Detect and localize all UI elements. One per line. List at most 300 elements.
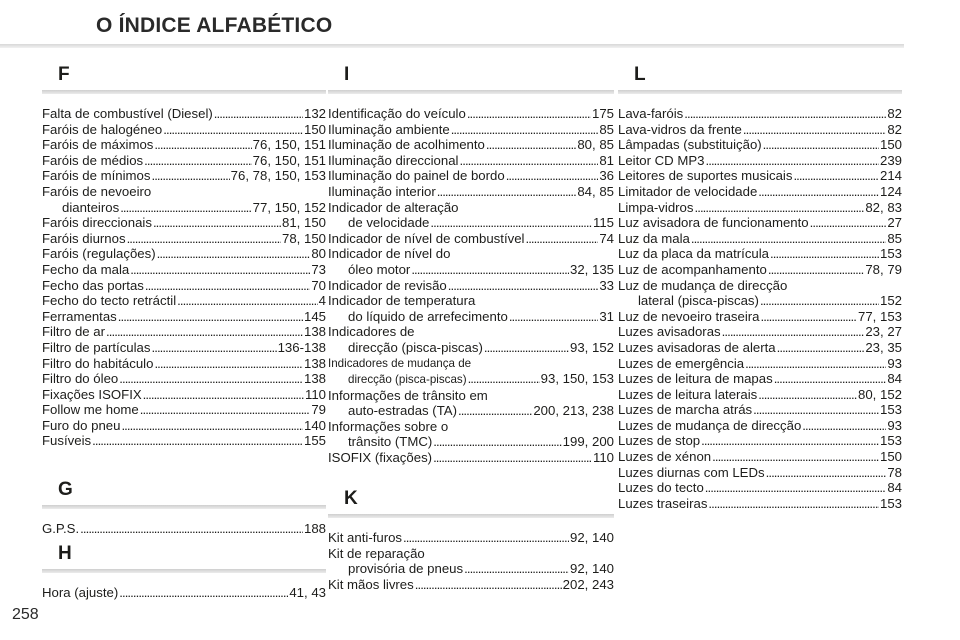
index-entry: [42, 106, 326, 122]
entry-line: [328, 293, 614, 309]
dot-leader: [486, 137, 576, 153]
entry-line: [328, 309, 614, 325]
entry-pages: 138: [303, 355, 326, 371]
section-letter: L: [634, 64, 646, 85]
dot-leader: [743, 122, 886, 138]
index-section-h: [42, 541, 326, 601]
entry-line: [42, 246, 326, 262]
entry-term: Filtro de partículas: [42, 339, 151, 355]
index-entry: [328, 168, 614, 184]
entry-term: Luzes avisadoras: [618, 324, 721, 340]
section-letter: F: [58, 64, 70, 85]
entry-line: [618, 278, 902, 294]
dot-leader: [768, 262, 864, 278]
entry-line: [328, 403, 614, 419]
entry-term: Indicador de nível do: [328, 246, 451, 262]
dot-leader: [763, 137, 879, 153]
dot-leader: [214, 106, 303, 122]
entry-pages: 110: [592, 450, 614, 466]
entry-line: [42, 168, 326, 184]
section-divider: [42, 90, 326, 94]
entry-line: [618, 309, 902, 325]
dot-leader: [467, 106, 591, 122]
entry-term: Faróis de mínimos: [42, 168, 151, 184]
dot-leader: [766, 465, 887, 481]
entry-pages: 84: [887, 480, 902, 496]
entry-line: [42, 106, 326, 122]
index-entry: [328, 419, 614, 450]
entry-term: Limpa-vidros: [618, 199, 694, 215]
entry-pages: 81: [599, 152, 614, 168]
dot-leader: [430, 215, 592, 231]
index-entry: [42, 340, 326, 356]
entry-line: [42, 418, 326, 434]
entry-term: Indicador de nível de combustível: [328, 230, 525, 246]
entry-term: Iluminação ambiente: [328, 121, 450, 137]
entry-pages: 76, 150, 151: [252, 137, 326, 153]
entry-line: [618, 496, 902, 512]
dot-leader: [177, 293, 318, 309]
dot-leader: [509, 309, 599, 325]
entry-pages: 150: [879, 137, 902, 153]
entry-line: [328, 434, 614, 450]
index-entry: [618, 184, 902, 200]
entry-pages: 153: [879, 495, 902, 511]
index-entry: [42, 262, 326, 278]
dot-leader: [753, 402, 879, 418]
entry-term: Informações sobre o: [328, 418, 449, 434]
entry-term: Luzes traseiras: [618, 495, 708, 511]
entry-term: Lâmpadas (substituição): [618, 137, 762, 153]
entry-pages: 74: [599, 230, 614, 246]
index-entry: [618, 324, 902, 340]
entry-line: [42, 340, 326, 356]
entry-term: Luzes diurnas com LEDs: [618, 464, 765, 480]
index-entry: [328, 200, 614, 231]
entry-pages: 31: [599, 308, 614, 324]
entry-line: [42, 521, 326, 537]
dot-leader: [106, 324, 303, 340]
index-entry: [618, 200, 902, 216]
entry-pages: 136-138: [277, 339, 326, 355]
dot-leader: [433, 450, 592, 466]
index-entry: [328, 293, 614, 324]
page-title: O ÍNDICE ALFABÉTICO: [96, 14, 333, 37]
entry-pages: 70: [311, 277, 326, 293]
entry-term: Indicador de alteração: [328, 199, 459, 215]
entry-term: Luzes do tecto: [618, 480, 704, 496]
entry-line: [328, 122, 614, 138]
entry-line: [618, 433, 902, 449]
dot-leader: [437, 184, 577, 200]
entry-line: [328, 137, 614, 153]
entry-pages: 93: [887, 355, 902, 371]
entry-term: Indicador de temperatura: [328, 293, 476, 309]
entry-pages: 82, 83: [865, 199, 902, 215]
entry-line: [328, 246, 614, 262]
dot-leader: [153, 215, 281, 231]
entry-term: Identificação do veículo: [328, 106, 466, 121]
entry-term: Fecho das portas: [42, 277, 144, 293]
dot-leader: [506, 168, 599, 184]
entry-line: [618, 137, 902, 153]
entry-line: [42, 184, 326, 200]
entry-pages: 82: [887, 121, 902, 137]
entry-pages: 77, 150, 152: [252, 199, 326, 215]
dot-leader: [121, 418, 303, 434]
entry-line: [42, 402, 326, 418]
entry-pages: 140: [303, 417, 326, 433]
dot-leader: [92, 433, 303, 449]
entry-pages: 84: [887, 371, 902, 387]
dot-leader: [130, 262, 310, 278]
dot-leader: [415, 577, 562, 593]
index-entry: [42, 371, 326, 387]
index-entry: [42, 293, 326, 309]
entry-line: [618, 200, 902, 216]
index-entry: [42, 278, 326, 294]
entry-list: [42, 521, 326, 537]
entry-list: [42, 585, 326, 601]
dot-leader: [701, 433, 879, 449]
entry-line: [618, 371, 902, 387]
entry-pages: 23, 27: [865, 324, 902, 340]
entry-line: [328, 200, 614, 216]
dot-leader: [151, 168, 229, 184]
index-entry: [618, 449, 902, 465]
dot-leader: [433, 434, 561, 450]
index-entry: [42, 231, 326, 247]
entry-pages: 84, 85: [577, 183, 614, 199]
index-entry: [328, 231, 614, 247]
entry-pages: 76, 150, 151: [252, 152, 326, 168]
index-entry: [42, 356, 326, 372]
entry-subterm: trânsito (TMC): [348, 434, 433, 450]
entry-line: [618, 449, 902, 465]
entry-line: [328, 215, 614, 231]
section-divider: [328, 514, 614, 518]
dot-leader: [157, 246, 311, 262]
dot-leader: [774, 371, 887, 387]
index-entry: [328, 153, 614, 169]
entry-subterm: direcção (pisca-piscas): [348, 339, 483, 355]
index-entry: [328, 106, 614, 122]
entry-term: Luzes de xénon: [618, 449, 712, 465]
entry-line: [42, 324, 326, 340]
index-entry: [42, 585, 326, 601]
entry-pages: 76, 78, 150, 153: [230, 168, 326, 184]
entry-term: Iluminação direccional: [328, 152, 459, 168]
entry-term: Faróis diurnos: [42, 230, 126, 246]
entry-pages: 80, 85: [577, 137, 614, 153]
index-entry: [42, 433, 326, 449]
entry-term: Indicador de revisão: [328, 277, 447, 293]
entry-pages: 93, 152: [570, 339, 614, 355]
index-entry: [618, 371, 902, 387]
section-divider: [618, 90, 902, 94]
entry-term: Lava-vidros da frente: [618, 121, 742, 137]
entry-term: Indicadores de mudança de: [328, 356, 472, 370]
dot-leader: [745, 356, 886, 372]
entry-term: Furo do pneu: [42, 417, 121, 433]
entry-term: Luzes de marcha atrás: [618, 402, 753, 418]
entry-subterm: de velocidade: [348, 215, 430, 231]
entry-term: Faróis de halogéneo: [42, 121, 163, 137]
entry-term: Faróis de médios: [42, 152, 144, 168]
section-divider: [42, 505, 326, 509]
index-entry: [328, 246, 614, 277]
index-entry: [42, 153, 326, 169]
entry-pages: 85: [599, 121, 614, 137]
index-entry: [328, 356, 614, 388]
entry-line: [328, 530, 614, 546]
entry-line: [328, 371, 614, 388]
entry-term: Ferramentas: [42, 308, 117, 324]
entry-line: [328, 231, 614, 247]
entry-pages: 23, 35: [865, 339, 902, 355]
index-entry: [328, 530, 614, 546]
index-entry: [618, 246, 902, 262]
entry-line: [618, 465, 902, 481]
entry-term: Luzes de mudança de direcção: [618, 417, 802, 433]
dot-leader: [151, 340, 276, 356]
entry-pages: 80, 152: [858, 386, 902, 402]
dot-leader: [758, 184, 879, 200]
entry-line: [618, 231, 902, 247]
dot-leader: [712, 449, 879, 465]
entry-pages: 41, 43: [289, 585, 326, 600]
entry-line: [328, 388, 614, 404]
entry-line: [618, 262, 902, 278]
dot-leader: [145, 278, 310, 294]
dot-leader: [691, 231, 886, 247]
dot-leader: [793, 168, 879, 184]
entry-subterm: dianteiros: [62, 199, 120, 215]
entry-line: [328, 356, 614, 372]
dot-leader: [411, 262, 569, 278]
index-entry: [618, 122, 902, 138]
index-entry: [42, 387, 326, 403]
dot-leader: [525, 231, 598, 247]
entry-pages: 214: [879, 168, 902, 184]
entry-pages: 78, 150: [282, 230, 326, 246]
entry-list: [328, 106, 614, 466]
dot-leader: [810, 215, 887, 231]
entry-term: Luzes avisadoras de alerta: [618, 339, 776, 355]
entry-line: [618, 340, 902, 356]
dot-leader: [684, 106, 886, 122]
entry-line: [328, 577, 614, 593]
index-entry: [42, 215, 326, 231]
entry-line: [618, 246, 902, 262]
index-entry: [42, 324, 326, 340]
dot-leader: [770, 246, 879, 262]
entry-line: [618, 153, 902, 169]
index-entry: [42, 309, 326, 325]
entry-line: [618, 324, 902, 340]
entry-pages: 153: [879, 402, 902, 418]
entry-pages: 79: [311, 402, 326, 418]
entry-line: [42, 585, 326, 601]
entry-pages: 77, 153: [858, 308, 902, 324]
index-entry: [42, 246, 326, 262]
dot-leader: [127, 231, 281, 247]
entry-pages: 138: [303, 324, 326, 340]
dot-leader: [758, 387, 857, 403]
entry-term: Luz avisadora de funcionamento: [618, 215, 809, 231]
entry-term: Faróis direccionais: [42, 215, 152, 231]
entry-term: Luz da placa da matrícula: [618, 246, 770, 262]
entry-pages: 78: [887, 464, 902, 480]
index-entry: [328, 388, 614, 419]
entry-term: Fecho do tecto retráctil: [42, 293, 177, 309]
index-entry: [618, 465, 902, 481]
entry-line: [42, 387, 326, 403]
entry-term: ISOFIX (fixações): [328, 450, 433, 466]
title-divider: [0, 44, 904, 48]
entry-term: Informações de trânsito em: [328, 387, 488, 403]
entry-term: Hora (ajuste): [42, 585, 119, 600]
index-entry: [328, 324, 614, 355]
entry-term: Filtro do habitáculo: [42, 355, 154, 371]
entry-pages: 33: [599, 277, 614, 293]
index-entry: [618, 480, 902, 496]
entry-term: Faróis de máximos: [42, 137, 154, 153]
index-entry: [42, 402, 326, 418]
index-entry: [42, 521, 326, 537]
entry-pages: 93, 150, 153: [540, 371, 614, 387]
entry-term: Luzes de emergência: [618, 355, 745, 371]
entry-term: Fixações ISOFIX: [42, 386, 142, 402]
entry-pages: 175: [591, 106, 614, 121]
entry-line: [618, 480, 902, 496]
entry-line: [42, 262, 326, 278]
entry-line: [618, 418, 902, 434]
entry-term: Faróis (regulações): [42, 246, 156, 262]
index-section-i: [328, 62, 614, 466]
dot-leader: [705, 480, 887, 496]
entry-line: [42, 278, 326, 294]
section-divider: [42, 569, 326, 573]
entry-pages: 36: [599, 168, 614, 184]
index-section-l: [618, 62, 902, 511]
entry-pages: 153: [879, 433, 902, 449]
entry-pages: 85: [887, 230, 902, 246]
dot-leader: [154, 137, 251, 153]
dot-leader: [154, 356, 303, 372]
entry-line: [328, 106, 614, 122]
entry-line: [42, 215, 326, 231]
section-letter: I: [344, 64, 350, 85]
entry-term: Fusíveis: [42, 433, 92, 449]
entry-list: [328, 530, 614, 592]
entry-line: [42, 200, 326, 216]
entry-pages: 150: [303, 121, 326, 137]
entry-term: Filtro do óleo: [42, 371, 119, 387]
entry-pages: 188: [303, 521, 326, 536]
entry-pages: 73: [311, 261, 326, 277]
entry-term: Iluminação do painel de bordo: [328, 168, 505, 184]
index-entry: [618, 356, 902, 372]
index-entry: [618, 496, 902, 512]
entry-term: Indicadores de: [328, 324, 415, 340]
dot-leader: [458, 403, 532, 419]
dot-leader: [468, 371, 540, 387]
entry-term: Kit de reparação: [328, 545, 425, 561]
entry-list: [618, 106, 902, 511]
index-section-k: [328, 486, 614, 592]
dot-leader: [119, 585, 288, 601]
dot-leader: [464, 561, 569, 577]
entry-pages: 32, 135: [570, 261, 614, 277]
entry-pages: 81, 150: [282, 215, 326, 231]
entry-line: [42, 309, 326, 325]
index-entry: [618, 387, 902, 403]
entry-pages: 124: [879, 183, 902, 199]
dot-leader: [140, 402, 311, 418]
section-divider: [328, 90, 614, 94]
entry-line: [328, 340, 614, 356]
entry-line: [328, 278, 614, 294]
entry-line: [328, 324, 614, 340]
entry-pages: 202, 243: [562, 576, 614, 592]
entry-pages: 145: [303, 308, 326, 324]
dot-leader: [143, 387, 304, 403]
entry-pages: 150: [879, 449, 902, 465]
entry-pages: 138: [303, 371, 326, 387]
index-entry: [328, 122, 614, 138]
entry-term: Luzes de leitura de mapas: [618, 371, 773, 387]
entry-pages: 152: [879, 293, 902, 309]
entry-pages: 153: [879, 246, 902, 262]
entry-term: Kit mãos livres: [328, 576, 414, 592]
index-entry: [618, 309, 902, 325]
entry-term: Luzes de stop: [618, 433, 701, 449]
entry-line: [328, 184, 614, 200]
entry-pages: 82: [887, 106, 902, 121]
entry-subterm: auto-estradas (TA): [348, 403, 457, 419]
entry-line: [328, 153, 614, 169]
section-letter: H: [58, 543, 72, 564]
section-letter: G: [58, 479, 73, 500]
dot-leader: [163, 122, 303, 138]
dot-leader: [695, 200, 865, 216]
dot-leader: [802, 418, 886, 434]
dot-leader: [119, 371, 303, 387]
entry-subterm: provisória de pneus: [348, 561, 464, 577]
entry-subterm: lateral (pisca-piscas): [638, 293, 759, 309]
section-letter: K: [344, 488, 358, 509]
entry-pages: 4: [318, 293, 326, 309]
entry-line: [328, 546, 614, 562]
entry-term: Luz de nevoeiro traseira: [618, 308, 760, 324]
index-entry: [618, 137, 902, 153]
entry-term: Lava-faróis: [618, 106, 684, 121]
index-section-g: [42, 477, 326, 537]
entry-subterm: direcção (pisca-piscas): [348, 373, 467, 387]
entry-term: Luz de mudança de direcção: [618, 277, 788, 293]
entry-line: [618, 356, 902, 372]
entry-subterm: óleo motor: [348, 261, 411, 277]
entry-pages: 93: [887, 417, 902, 433]
entry-term: Falta de combustível (Diesel): [42, 106, 213, 121]
entry-list: [42, 106, 326, 449]
entry-term: Kit anti-furos: [328, 530, 403, 545]
entry-term: Filtro de ar: [42, 324, 106, 340]
index-entry: [618, 231, 902, 247]
entry-line: [618, 293, 902, 309]
entry-term: Faróis de nevoeiro: [42, 183, 152, 199]
